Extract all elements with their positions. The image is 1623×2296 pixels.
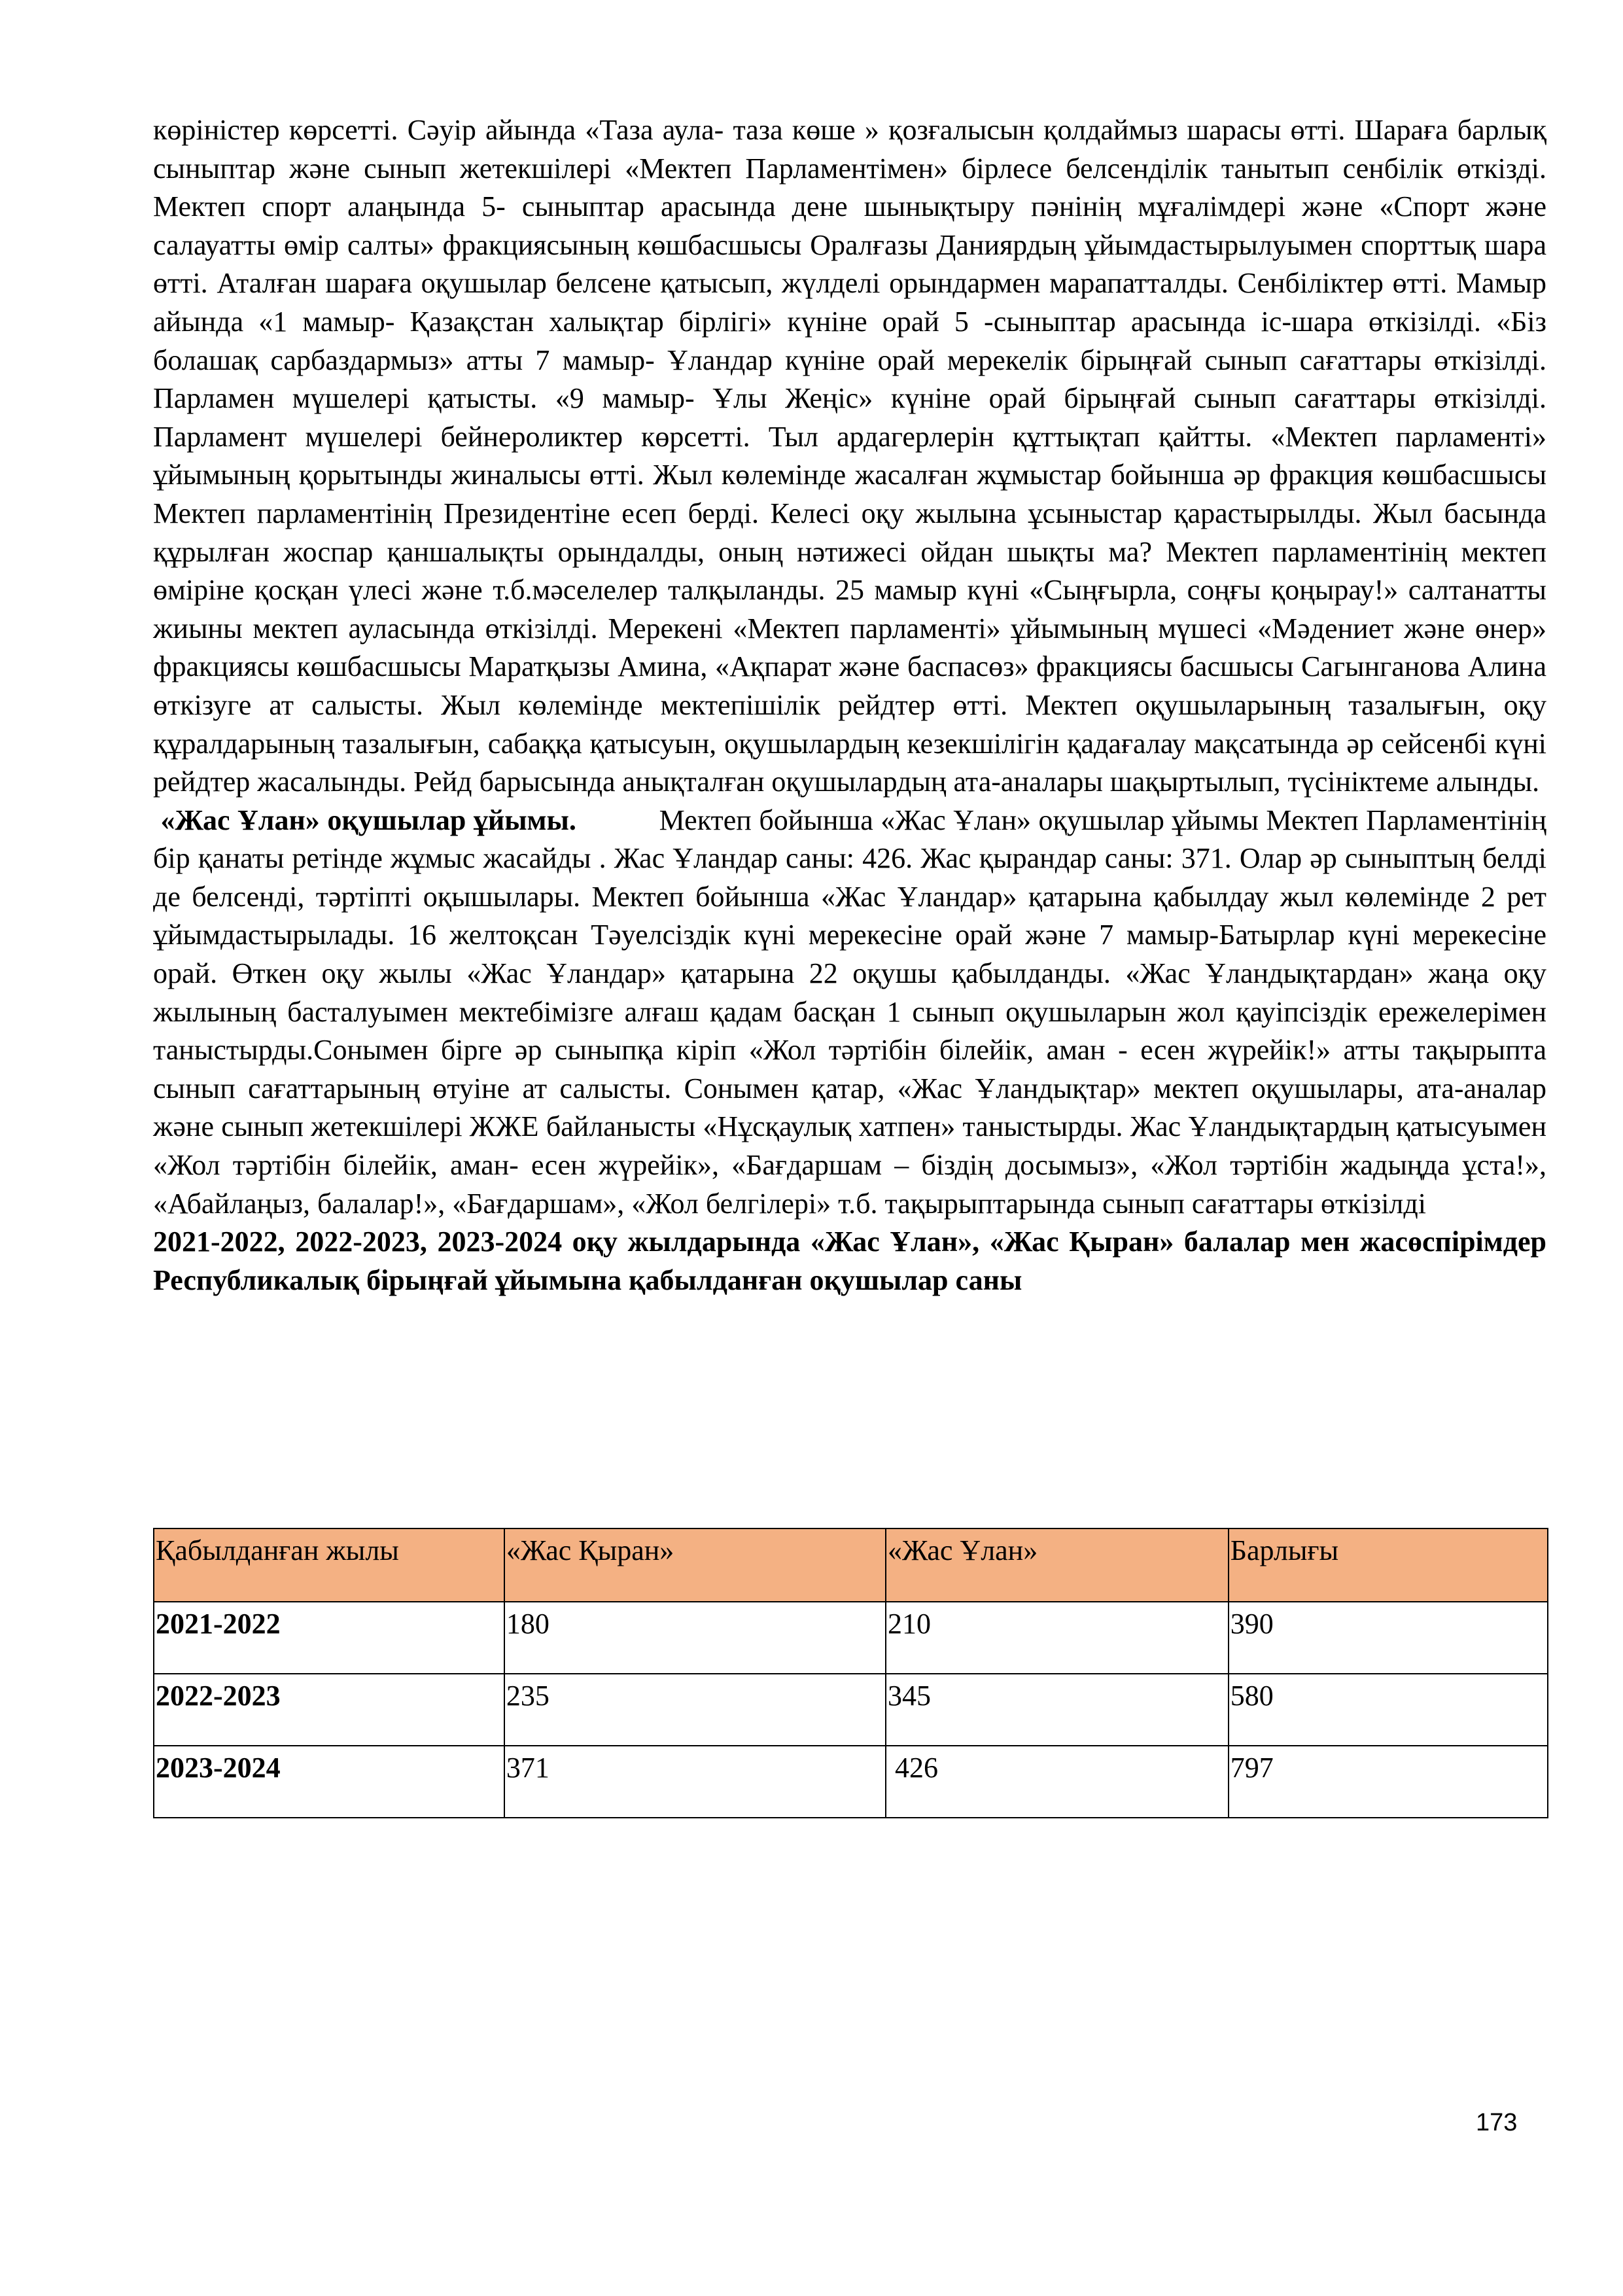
cell-zhas-ulan: 345 [886, 1674, 1229, 1746]
paragraph-parliament: көріністер көрсетті. Сәуір айында «Таза аула- таза көше » қозғалысын қолдаймыз шарасы өтті. Шараға барлық сыныптар және сынып жетекшілері «Мектеп Парламентімен» бірлесе белсенділік танытып сенбілік өткізді. Мектеп спорт алаңында 5- сыныптар арасында дене шынықтыру пәнінің мұғалімдері және «Спорт және салауатты өмір салты» фракциясының көшбасшысы Оралғазы Даниярдың ұйымдастырылуымен спорттық шара өтті. Аталған шараға оқушылар белсене қатысып, жүлделі орындармен марапатталды. Сенбіліктер өтті. Мамыр айында «1 мамыр- Қазақстан халықтар бірлігі» күніне орай 5 -сыныптар арасында іс-шара өткізілді. «Біз болашақ сарбаздармыз» атты 7 мамыр- Ұландар күніне орай мерекелік бірыңғай сынып сағаттары өткізілді. Парламен мүшелері қатысты. «9 мамыр- Ұлы Жеңіс» күніне орай бірыңғай сынып сағаттары өткізілді. Парламент мүшелері бейнероликтер көрсетті. Тыл ардагерлерін құттықтап қайтты. «Мектеп парламенті» ұйымының қорытынды жиналысы өтті. Жыл көлемінде жасалған жұмыстар бойынша әр фракция көшбасшысы Мектеп парламентінің Президентіне есеп берді. Келесі оқу жылына ұсыныстар қарастырылды. Жыл басында құрылған жоспар қаншалықты орындалды, оның нәтижесі ойдан шықты ма? Мектеп парламентінің мектеп өміріне қосқан үлесі және т.б.мәселелер талқыланды. 25 мамыр күні «Сыңғырла, соңғы қоңырау!» салтанатты жиыны мектеп ауласында өткізілді. Мерекені «Мектеп парламенті» ұйымының мүшесі «Мәдениет және өнер» фракциясы көшбасшысы Маратқызы Амина, «Ақпарат және баспасөз» фракциясы басшысы Сагынганова Алина өткізуге ат салысты. Жыл көлемінде мектепішілік рейдтер өтті. Мектеп оқушыларының тазалығын, оқу құралдарының тазалығын, сабаққа қатысуын, оқушылардың кезекшілігін қадағалау мақсатында әр сейсенбі күні рейдтер жасалынды. Рейд барысында анықталған оқушылардың ата-аналары шақыртылып, түсініктеме алынды. [153, 114, 1546, 798]
table-heading: 2021-2022, 2022-2023, 2023-2024 оқу жылдарында «Жас Ұлан», «Жас Қыран» балалар мен жасөспірімдер Республикалық бірыңғай ұйымына қабылданған оқушылар саны [153, 1226, 1546, 1296]
zhas-ulan-text: Мектеп бойынша «Жас Ұлан» оқушылар ұйымы Мектеп Парламентінің бір қанаты ретінде жұмыс жасайды . Жас Ұландар саны: 426. Жас қырандар саны: 371. Олар әр сыныптың белді де белсенді, тәртіпті оқышылары. Мектеп бойынша «Жас Ұландар» қатарына қабылдау жыл көлемінде 2 рет ұйымдастырылады. 16 желтоқсан Тәуелсіздік күні мерекесіне орай және 7 мамыр-Батырлар күні мерекесіне орай. Өткен оқу жылы «Жас Ұландар» қатарына 22 оқушы қабылданды. «Жас Ұландықтардан» жаңа оқу жылының басталуымен мектебімізге алғаш қадам басқан 1 сынып оқушыларын жол қауіпсіздік ережелерімен таныстырды.Сонымен бірге әр сыныпқа кіріп «Жол тәртібін білейік, аман - есен жүрейік!» атты тақырыпта сынып сағаттарының өтуіне ат салысты. Сонымен қатар, «Жас Ұландықтар» мектеп оқушылары, ата-аналар және сынып жетекшілері ЖЖЕ байланысты «Нұсқаулық хатпен» таныстырды. Жас Ұландықтардың қатысуымен «Жол тәртібін білейік, аман- есен жүрейік», «Бағдаршам – біздің досымыз», «Жол тәртібін жадыңда ұста!», «Абайлаңыз, балалар!», «Бағдаршам», «Жол белгілері» т.б. тақырыптарында сынып сағаттары өткізілді [153, 804, 1546, 1220]
table-row [154, 1602, 1548, 1674]
cell-total: 797 [1229, 1746, 1548, 1818]
cell-year: 2021-2022 [154, 1602, 504, 1674]
table-header-row [154, 1528, 1548, 1602]
table-row [154, 1746, 1548, 1818]
cell-year: 2022-2023 [154, 1674, 504, 1746]
admission-table [153, 1528, 1548, 1818]
page-number: 173 [1476, 2109, 1518, 2136]
cell-year: 2023-2024 [154, 1746, 504, 1818]
cell-zhas-qyran: 371 [504, 1746, 886, 1818]
header-year: Қабылданған жылы [154, 1528, 504, 1602]
paragraph-zhas-ulan [153, 802, 1546, 1224]
zhas-ulan-heading: «Жас Ұлан» оқушылар ұйымы. [160, 804, 576, 836]
cell-zhas-qyran: 235 [504, 1674, 886, 1746]
cell-zhas-qyran: 180 [504, 1602, 886, 1674]
table-row [154, 1674, 1548, 1746]
cell-zhas-ulan: 210 [886, 1602, 1229, 1674]
cell-total: 580 [1229, 1674, 1548, 1746]
header-total: Барлығы [1229, 1528, 1548, 1602]
header-zhas-ulan: «Жас Ұлан» [886, 1528, 1229, 1602]
cell-total: 390 [1229, 1602, 1548, 1674]
cell-zhas-ulan: 426 [886, 1746, 1229, 1818]
document-page [153, 111, 1546, 1299]
header-zhas-qyran: «Жас Қыран» [504, 1528, 886, 1602]
